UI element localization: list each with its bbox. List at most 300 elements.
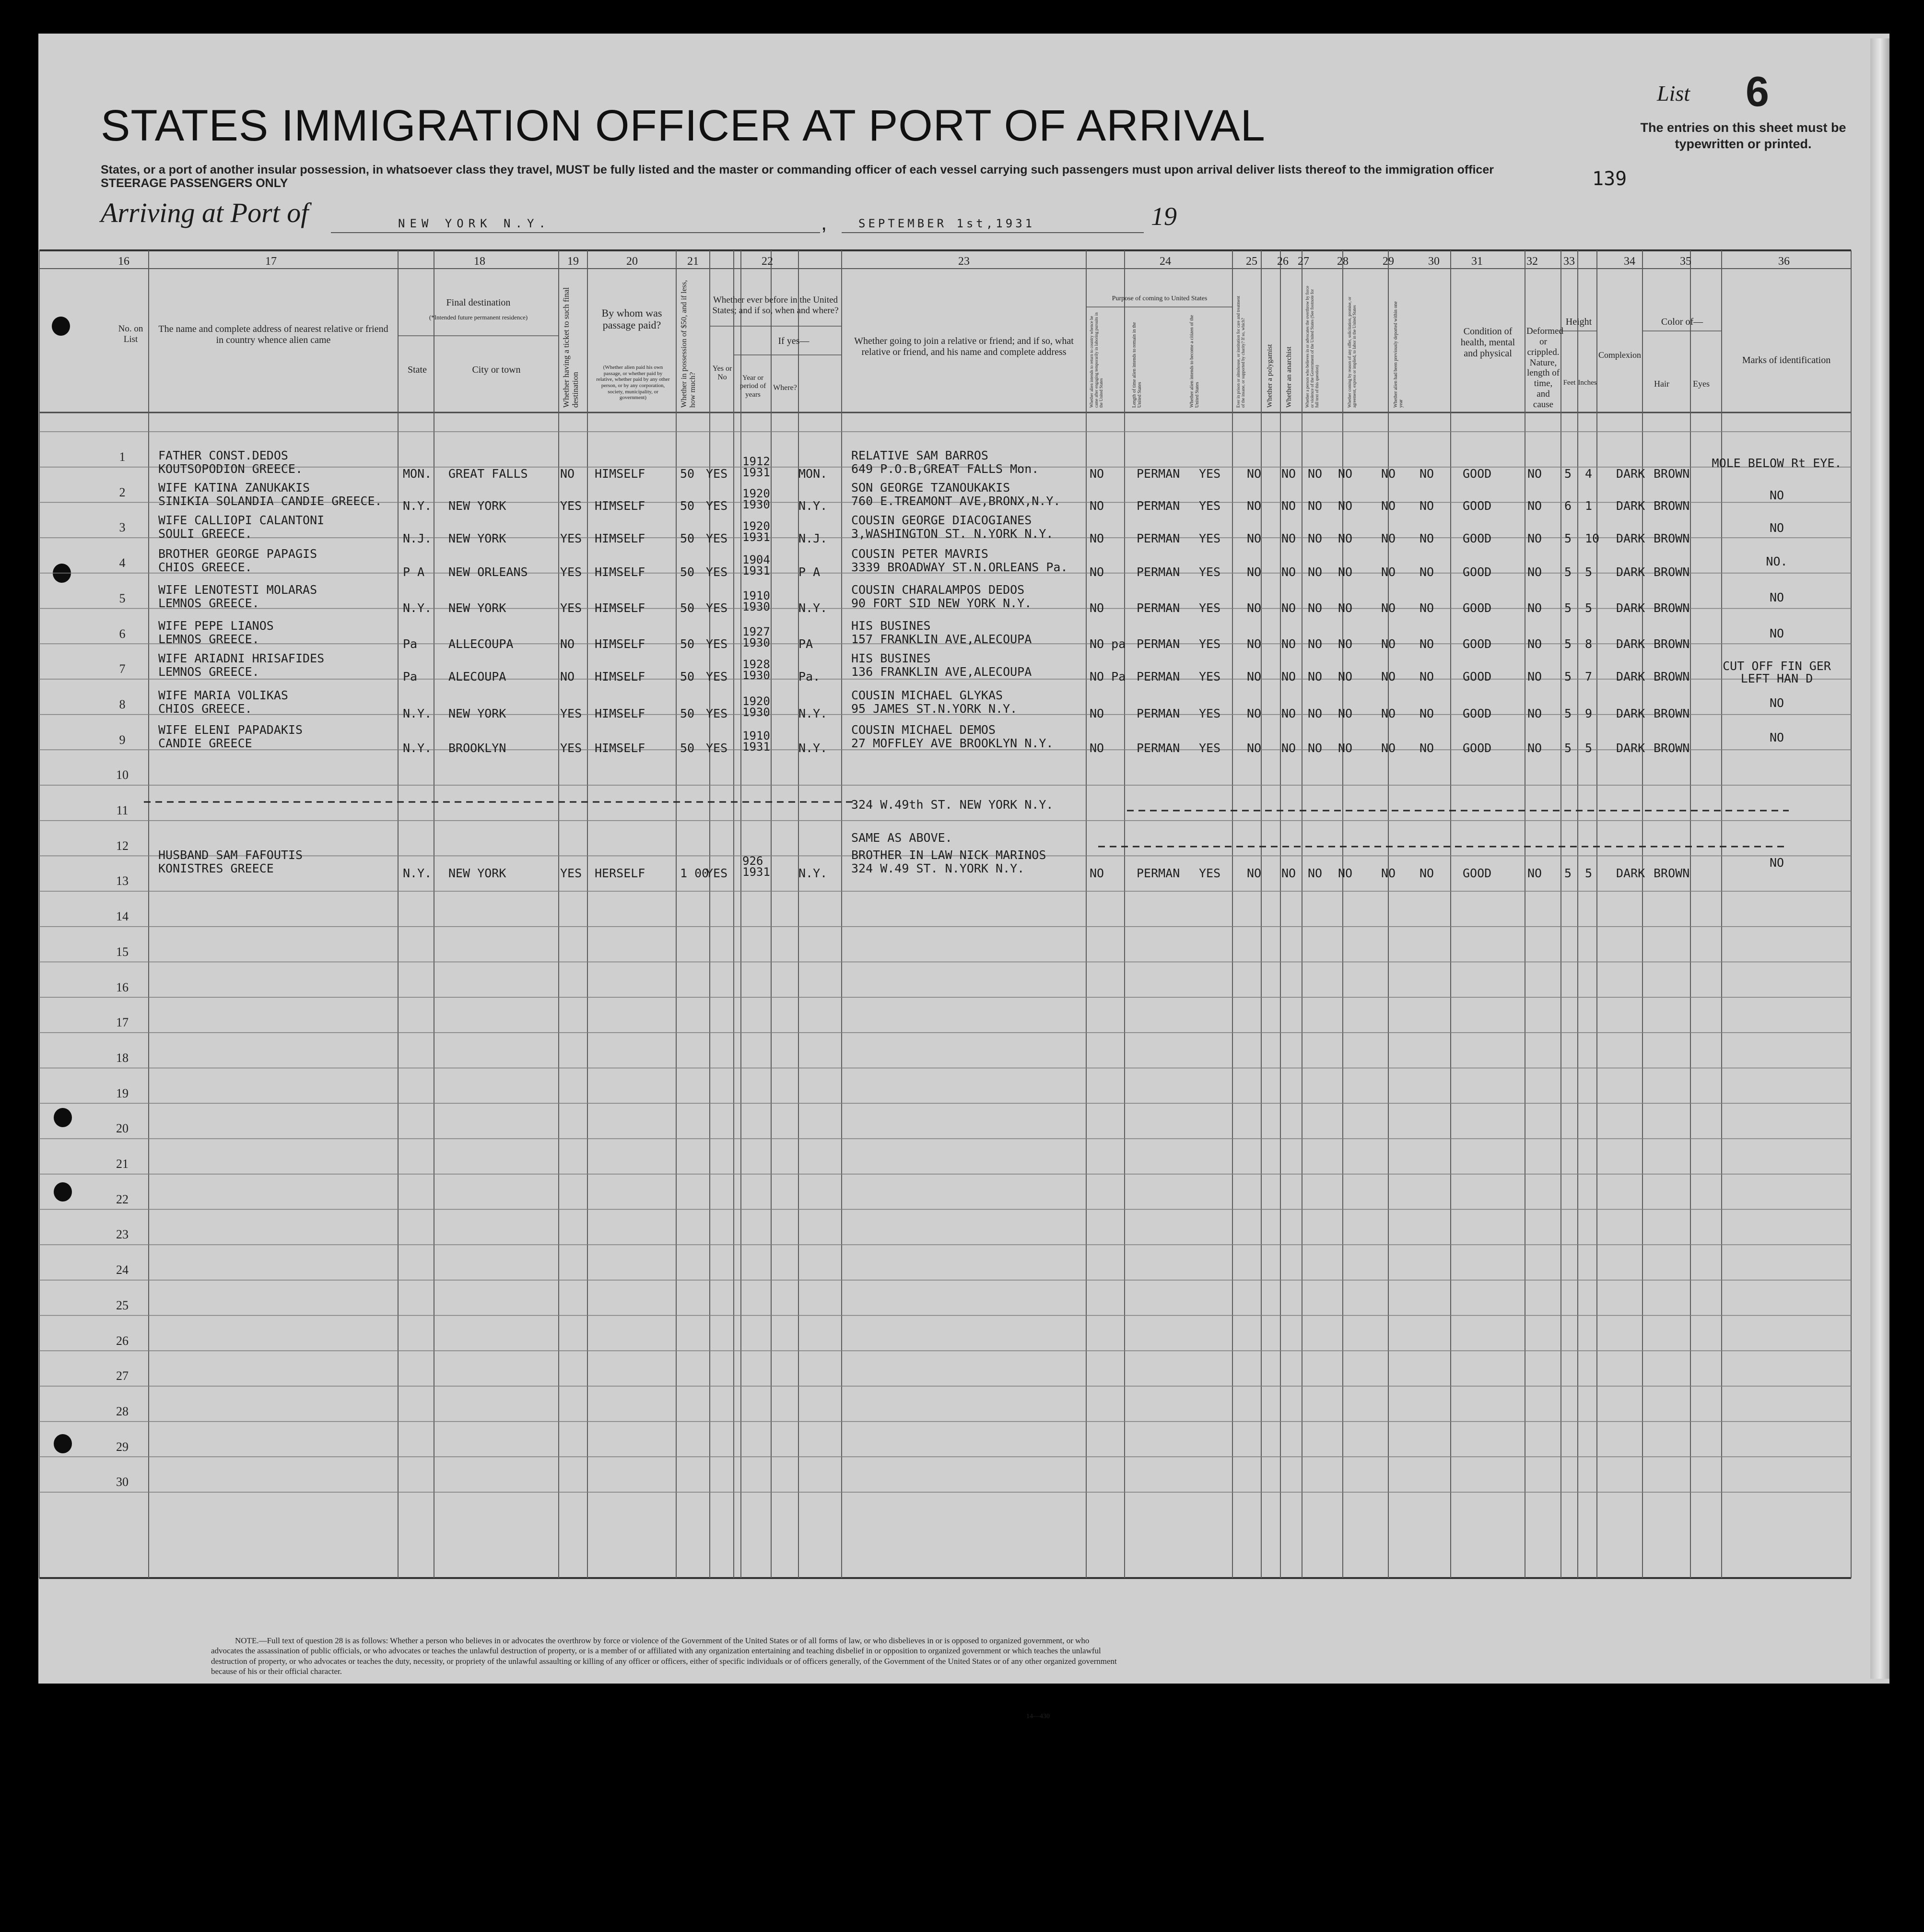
prison-value: NO (1247, 866, 1262, 880)
prison-value: NO (1247, 670, 1262, 683)
joining-address: 760 E.TREAMONT AVE,BRONX,N.Y. (851, 494, 1061, 508)
row-number: 10 (116, 768, 129, 782)
column-number: 34 (1624, 255, 1635, 268)
passage-paid: HIMSELF (595, 670, 645, 683)
dest-state: N.Y. (403, 741, 432, 755)
date-value: SEPTEMBER 1st,1931 (858, 217, 1035, 230)
overthrow-value: NO (1338, 601, 1353, 615)
complexion-value: DARK (1616, 670, 1645, 683)
header-overthrow: Whether a person who believes in or advocates the overthrow by force or violence of the Government of the United States (See footnote for full text of this question) (1305, 285, 1319, 408)
polygamist-value: NO (1281, 565, 1296, 579)
column-number: 32 (1526, 255, 1538, 268)
row-number: 11 (116, 803, 129, 817)
steerage-label: STEERAGE PASSENGERS ONLY (101, 177, 288, 190)
anarchist-value: NO (1308, 707, 1323, 720)
passage-paid: HIMSELF (595, 637, 645, 651)
height-inches: 5 (1585, 866, 1593, 880)
joining-address: 157 FRANKLIN AVE,ALECOUPA (851, 632, 1032, 646)
row-number: 22 (116, 1192, 129, 1206)
dest-state: P A (403, 565, 425, 579)
relative-name: WIFE ARIADNI HRISAFIDES (158, 651, 325, 665)
header-yes_no: Yes or No (712, 365, 732, 382)
deformed-value: NO (1527, 637, 1542, 651)
relative-address: LEMNOS GREECE. (158, 665, 259, 679)
purpose-length: PERMAN (1137, 637, 1180, 651)
column-number: 19 (567, 255, 579, 268)
header-complexion: Complexion (1598, 350, 1641, 360)
hair-value: BROWN (1654, 601, 1690, 615)
row-number: 9 (119, 732, 126, 747)
prison-value: NO (1247, 531, 1262, 545)
overthrow-value: NO (1338, 499, 1353, 513)
height-feet: 5 (1564, 707, 1572, 720)
purpose-return: NO (1090, 531, 1104, 545)
prison-value: NO (1247, 467, 1262, 481)
hair-value: BROWN (1654, 531, 1690, 545)
before-us-where: PA (798, 637, 813, 651)
purpose-return: NO (1090, 707, 1104, 720)
money-value: 50 (680, 741, 695, 755)
form-code: 14—430 (1026, 1713, 1050, 1720)
list-number: 6 (1746, 68, 1769, 115)
hair-value: BROWN (1654, 565, 1690, 579)
dest-city: NEW YORK (448, 499, 506, 513)
hair-value: BROWN (1654, 467, 1690, 481)
purpose-length: PERMAN (1137, 741, 1180, 755)
relative-name: HUSBAND SAM FAFOUTIS (158, 848, 303, 862)
before-us-years: 926 1931 (742, 854, 770, 879)
money-value: 50 (680, 565, 695, 579)
deported-value: NO (1420, 565, 1434, 579)
passage-paid: HIMSELF (595, 741, 645, 755)
purpose-citizen: YES (1199, 601, 1221, 615)
height-feet: 5 (1564, 866, 1572, 880)
purpose-length: PERMAN (1137, 670, 1180, 683)
overthrow-value: NO (1338, 866, 1353, 880)
header-purpose_sub3: Whether alien intends to become a citizen of the United States (1189, 315, 1200, 408)
header-height: Height (1565, 317, 1592, 327)
ticket-value: NO (560, 670, 575, 683)
hair-value: BROWN (1654, 866, 1690, 880)
purpose-citizen: YES (1199, 670, 1221, 683)
before-us-years: 1920 1931 (742, 519, 770, 544)
polygamist-value: NO (1281, 741, 1296, 755)
header-inches: Inches (1578, 379, 1597, 387)
height-inches: 5 (1585, 741, 1593, 755)
ticket-value: YES (560, 565, 582, 579)
deformed-value: NO (1527, 601, 1542, 615)
column-number: 28 (1337, 255, 1349, 268)
identification-marks: NO. (1766, 554, 1788, 568)
header-contract: Whether coming by reason of any offer, solicitation, promise, or agreement, express or implied, to labor in the United States (1347, 296, 1357, 408)
before-us-yn: YES (706, 565, 728, 579)
contract-value: NO (1381, 467, 1396, 481)
header-if_yes: If yes— (778, 336, 809, 346)
relative-name: WIFE ELENI PAPADAKIS (158, 723, 303, 737)
prison-value: NO (1247, 565, 1262, 579)
row-number: 13 (116, 874, 129, 888)
dest-city: NEW ORLEANS (448, 565, 528, 579)
joining-name: COUSIN GEORGE DIACOGIANES (851, 513, 1032, 527)
money-value: 1 00 (680, 866, 709, 880)
money-value: 50 (680, 637, 695, 651)
row-number: 28 (116, 1404, 129, 1418)
before-us-where: N.Y. (798, 707, 828, 720)
identification-marks: NO (1769, 730, 1784, 744)
column-number: 17 (265, 255, 277, 268)
column-number: 27 (1298, 255, 1309, 268)
height-inches: 5 (1585, 601, 1593, 615)
money-value: 50 (680, 531, 695, 545)
ticket-value: YES (560, 741, 582, 755)
complexion-value: DARK (1616, 467, 1645, 481)
polygamist-value: NO (1281, 707, 1296, 720)
column-number: 25 (1246, 255, 1257, 268)
hair-value: BROWN (1654, 499, 1690, 513)
dest-state: N.Y. (403, 866, 432, 880)
contract-value: NO (1381, 499, 1396, 513)
height-feet: 5 (1564, 601, 1572, 615)
column-number: 29 (1383, 255, 1394, 268)
row-number: 7 (119, 662, 126, 676)
footnote: NOTE.—Full text of question 28 is as follows: Whether a person who believes in or advocates the overthrow by force or violence of the Government of the United States or of all forms of law, or who disbelieves in or is opposed to organized government, or who advocates the assassination of public officials, or who advocates or teaches the unlawful destruction of property, or is a member of or affiliated with any organization entertaining and teaching disbelief in or opposition to organized government or which teaches the unlawful destruction of property, or who advocates or teaches the duty, necessity, or propriety of the unlawful assaulting or killing of any officer or officers, either of specific individuals or of officers generally, of the Government of the United States or of any other organized government because of his or their official character. (211, 1636, 1117, 1676)
identification-marks: NO (1769, 626, 1784, 640)
before-us-where: N.J. (798, 531, 828, 545)
height-feet: 5 (1564, 741, 1572, 755)
comma: , (821, 211, 827, 235)
ticket-value: YES (560, 601, 582, 615)
relative-name: WIFE CALLIOPI CALANTONI (158, 513, 325, 527)
header-deported: Whether alien had been previously deported within one year (1393, 301, 1404, 408)
anarchist-value: NO (1308, 467, 1323, 481)
overthrow-value: NO (1338, 707, 1353, 720)
contract-value: NO (1381, 531, 1396, 545)
polygamist-value: NO (1281, 637, 1296, 651)
joining-address: 3,WASHINGTON ST. N.YORK N.Y. (851, 527, 1054, 541)
column-number: 36 (1778, 255, 1790, 268)
year-prefix: 19 (1151, 202, 1177, 231)
row-number: 1 (119, 450, 126, 464)
purpose-length: PERMAN (1137, 601, 1180, 615)
complexion-value: DARK (1616, 499, 1645, 513)
purpose-return: NO (1090, 741, 1104, 755)
before-us-years: 1927 1930 (742, 625, 770, 649)
height-feet: 5 (1564, 467, 1572, 481)
purpose-return: NO pa (1090, 637, 1126, 651)
dest-city: ALLECOUPA (448, 637, 514, 651)
complexion-value: DARK (1616, 565, 1645, 579)
header-state: State (408, 365, 427, 375)
header-where: Where? (773, 384, 797, 392)
deformed-value: NO (1527, 741, 1542, 755)
deported-value: NO (1420, 467, 1434, 481)
joining-name: RELATIVE SAM BARROS (851, 448, 988, 462)
joining-name: SAME AS ABOVE. (851, 831, 952, 845)
header-feet: Feet (1563, 379, 1576, 387)
ticket-value: YES (560, 531, 582, 545)
deported-value: NO (1420, 866, 1434, 880)
header-polygamist: Whether a polygamist (1266, 344, 1274, 408)
height-inches: 1 (1585, 499, 1593, 513)
contract-value: NO (1381, 565, 1396, 579)
port-value: NEW YORK N.Y. (398, 217, 551, 230)
deported-value: NO (1420, 499, 1434, 513)
polygamist-value: NO (1281, 670, 1296, 683)
identification-marks: NO (1769, 488, 1784, 502)
contract-value: NO (1381, 637, 1396, 651)
row-number: 27 (116, 1369, 129, 1383)
header-anarchist: Whether an anarchist (1285, 346, 1293, 408)
contract-value: NO (1381, 707, 1396, 720)
health-value: GOOD (1463, 467, 1492, 481)
joining-name: BROTHER IN LAW NICK MARINOS (851, 848, 1046, 862)
purpose-return: NO (1090, 565, 1104, 579)
before-us-yn: YES (706, 866, 728, 880)
row-number: 2 (119, 485, 126, 499)
purpose-length: PERMAN (1137, 866, 1180, 880)
anarchist-value: NO (1308, 531, 1323, 545)
purpose-return: NO (1090, 499, 1104, 513)
column-number: 18 (474, 255, 485, 268)
height-inches: 5 (1585, 565, 1593, 579)
before-us-yn: YES (706, 670, 728, 683)
header-eyes: Eyes (1693, 379, 1710, 389)
anarchist-value: NO (1308, 601, 1323, 615)
relative-name: WIFE MARIA VOLIKAS (158, 688, 288, 702)
passage-paid: HERSELF (595, 866, 645, 880)
column-number: 22 (762, 255, 773, 268)
identification-marks: NO (1769, 696, 1784, 710)
purpose-return: NO Pa (1090, 670, 1126, 683)
height-inches: 9 (1585, 707, 1593, 720)
row-number: 12 (116, 838, 129, 853)
identification-marks: NO (1769, 521, 1784, 535)
height-inches: 7 (1585, 670, 1593, 683)
column-number: 26 (1277, 255, 1289, 268)
dest-city: NEW YORK (448, 531, 506, 545)
before-us-years: 1912 1931 (742, 455, 770, 479)
anarchist-value: NO (1308, 670, 1323, 683)
joining-address: 324 W.49 ST. N.YORK N.Y. (851, 861, 1025, 875)
joining-name: HIS BUSINES (851, 619, 931, 633)
hair-value: BROWN (1654, 741, 1690, 755)
overthrow-value: NO (1338, 741, 1353, 755)
ticket-value: NO (560, 637, 575, 651)
relative-address: LEMNOS GREECE. (158, 632, 259, 646)
before-us-where: N.Y. (798, 499, 828, 513)
joining-address: 136 FRANKLIN AVE,ALECOUPA (851, 665, 1032, 679)
complexion-value: DARK (1616, 741, 1645, 755)
prison-value: NO (1247, 637, 1262, 651)
money-value: 50 (680, 670, 695, 683)
column-number: 35 (1680, 255, 1691, 268)
height-feet: 5 (1564, 565, 1572, 579)
polygamist-value: NO (1281, 601, 1296, 615)
joining-address: 3339 BROADWAY ST.N.ORLEANS Pa. (851, 560, 1068, 574)
dest-city: NEW YORK (448, 866, 506, 880)
purpose-return: NO (1090, 866, 1104, 880)
purpose-return: NO (1090, 467, 1104, 481)
dest-state: N.Y. (403, 499, 432, 513)
before-us-yn: YES (706, 707, 728, 720)
header-passage_paid: By whom was passage paid? (601, 307, 662, 331)
entries-note: The entries on this sheet must be typewritten or printed. (1640, 120, 1846, 151)
list-label: List (1657, 81, 1690, 106)
purpose-length: PERMAN (1137, 707, 1180, 720)
joining-name: HIS BUSINES (851, 651, 931, 665)
row-number: 6 (119, 626, 126, 641)
header-prison: Ever in prison or almshouse, or institution for care and treatment of the insane, or supported by charity? If so, which? (1236, 295, 1245, 408)
purpose-citizen: YES (1199, 531, 1221, 545)
relative-name: WIFE KATINA ZANUKAKIS (158, 481, 310, 495)
before-us-where: MON. (798, 467, 828, 481)
header-marks: Marks of identification (1742, 355, 1831, 365)
header-passage_note: (Whether alien paid his own passage, or whether paid by relative, whether paid by any other person, or by any corporation, society, municipality, or government) (596, 365, 670, 401)
purpose-citizen: YES (1199, 499, 1221, 513)
identification-marks: CUT OFF FIN GER LEFT HAN D (1723, 659, 1831, 686)
prison-value: NO (1247, 601, 1262, 615)
dest-state: MON. (403, 467, 432, 481)
column-number: 33 (1563, 255, 1575, 268)
before-us-years: 1920 1930 (742, 487, 770, 511)
complexion-value: DARK (1616, 866, 1645, 880)
joining-name: COUSIN MICHAEL GLYKAS (851, 688, 1003, 702)
column-number: 30 (1428, 255, 1440, 268)
relative-address: KONISTRES GREECE (158, 861, 274, 875)
prison-value: NO (1247, 741, 1262, 755)
header-city: City or town (472, 365, 521, 375)
height-feet: 5 (1564, 637, 1572, 651)
ticket-value: YES (560, 499, 582, 513)
row-number: 17 (116, 1015, 129, 1030)
header-final_destination_note: (*Intended future permanent residence) (429, 314, 528, 321)
health-value: GOOD (1463, 707, 1492, 720)
deported-value: NO (1420, 531, 1434, 545)
health-value: GOOD (1463, 499, 1492, 513)
row-number: 25 (116, 1298, 129, 1312)
relative-address: SINIKIA SOLANDIA CANDIE GREECE. (158, 494, 382, 508)
height-feet: 5 (1564, 670, 1572, 683)
overthrow-value: NO (1338, 637, 1353, 651)
health-value: GOOD (1463, 670, 1492, 683)
complexion-value: DARK (1616, 707, 1645, 720)
passage-paid: HIMSELF (595, 707, 645, 720)
deformed-value: NO (1527, 670, 1542, 683)
polygamist-value: NO (1281, 467, 1296, 481)
header-hair: Hair (1654, 379, 1669, 389)
column-number: 20 (626, 255, 638, 268)
purpose-length: PERMAN (1137, 467, 1180, 481)
money-value: 50 (680, 467, 695, 481)
before-us-where: N.Y. (798, 601, 828, 615)
purpose-citizen: YES (1199, 565, 1221, 579)
before-us-where: Pa. (798, 670, 821, 683)
before-us-yn: YES (706, 467, 728, 481)
relative-address: LEMNOS GREECE. (158, 596, 259, 610)
hair-value: BROWN (1654, 707, 1690, 720)
instructions-line: States, or a port of another insular possession, in whatsoever class they travel, MUST be fully listed and the master or commanding officer of each vessel carrying such passengers must upon arrival deliver lists thereof to the immigration officer (101, 163, 1494, 177)
anarchist-value: NO (1308, 741, 1323, 755)
height-inches: 8 (1585, 637, 1593, 651)
dest-city: NEW YORK (448, 707, 506, 720)
height-inches: 4 (1585, 467, 1593, 481)
height-inches: 10 (1585, 531, 1600, 545)
health-value: GOOD (1463, 866, 1492, 880)
row-number: 16 (116, 980, 129, 994)
header-color_of: Color of— (1661, 317, 1703, 327)
before-us-years: 1910 1931 (742, 729, 770, 754)
column-number: 23 (958, 255, 970, 268)
relative-address: CANDIE GREECE (158, 736, 252, 750)
joining-name: SON GEORGE TZANOUKAKIS (851, 481, 1010, 495)
polygamist-value: NO (1281, 531, 1296, 545)
page-stamp: 139 (1592, 168, 1627, 190)
before-us-where: P A (798, 565, 821, 579)
passage-paid: HIMSELF (595, 467, 645, 481)
purpose-length: PERMAN (1137, 531, 1180, 545)
header-purpose_sub2: Length of time alien intends to remain in the United States (1132, 322, 1142, 408)
deformed-value: NO (1527, 467, 1542, 481)
overthrow-value: NO (1338, 670, 1353, 683)
contract-value: NO (1381, 670, 1396, 683)
dest-state: N.Y. (403, 707, 432, 720)
before-us-yn: YES (706, 741, 728, 755)
before-us-yn: YES (706, 637, 728, 651)
before-us-yn: YES (706, 601, 728, 615)
ticket-value: YES (560, 866, 582, 880)
anarchist-value: NO (1308, 565, 1323, 579)
money-value: 50 (680, 707, 695, 720)
joining-address: 324 W.49th ST. NEW YORK N.Y. (851, 798, 1054, 812)
deported-value: NO (1420, 741, 1434, 755)
purpose-length: PERMAN (1137, 499, 1180, 513)
deported-value: NO (1420, 670, 1434, 683)
row-number: 5 (119, 591, 126, 605)
row-number: 20 (116, 1121, 129, 1136)
column-number: 16 (118, 255, 129, 268)
health-value: GOOD (1463, 741, 1492, 755)
purpose-citizen: YES (1199, 707, 1221, 720)
before-us-years: 1928 1930 (742, 658, 770, 682)
dest-state: Pa (403, 670, 418, 683)
overthrow-value: NO (1338, 531, 1353, 545)
row-number: 30 (116, 1475, 129, 1489)
deformed-value: NO (1527, 531, 1542, 545)
passage-paid: HIMSELF (595, 565, 645, 579)
relative-name: WIFE LENOTESTI MOLARAS (158, 583, 317, 597)
deformed-value: NO (1527, 499, 1542, 513)
deformed-value: NO (1527, 707, 1542, 720)
column-number: 31 (1471, 255, 1483, 268)
purpose-citizen: YES (1199, 866, 1221, 880)
before-us-years: 1910 1930 (742, 589, 770, 613)
relative-name: FATHER CONST.DEDOS (158, 448, 288, 462)
before-us-where: N.Y. (798, 741, 828, 755)
purpose-citizen: YES (1199, 637, 1221, 651)
relative-address: CHIOS GREECE. (158, 560, 252, 574)
purpose-length: PERMAN (1137, 565, 1180, 579)
arriving-label: Arriving at Port of (101, 197, 309, 228)
deformed-value: NO (1527, 866, 1542, 880)
relative-address: SOULI GREECE. (158, 527, 252, 541)
passage-paid: HIMSELF (595, 531, 645, 545)
purpose-citizen: YES (1199, 467, 1221, 481)
complexion-value: DARK (1616, 531, 1645, 545)
height-feet: 6 (1564, 499, 1572, 513)
row-number: 18 (116, 1050, 129, 1065)
dest-city: ALECOUPA (448, 670, 506, 683)
joining-name: COUSIN PETER MAVRIS (851, 547, 988, 561)
